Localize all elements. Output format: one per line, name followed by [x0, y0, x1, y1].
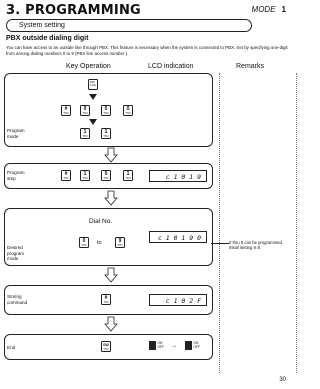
step-label: Program step: [7, 170, 25, 181]
remark-text: 0 thru 9 can be programmed. Initial setting is 9.: [229, 240, 284, 250]
key-0: 0 THU: [101, 170, 111, 181]
step-label: Program mode: [7, 128, 25, 139]
step-program-step: [4, 163, 213, 189]
key-hash: # THU: [61, 105, 71, 116]
flow-arrow-icon: [104, 190, 118, 206]
flow-arrow-icon: [104, 147, 118, 163]
step-desired-program-mode: [4, 208, 213, 266]
key-1: 1 THU: [101, 128, 111, 139]
key-9: 9 THU: [115, 237, 125, 248]
sw-key: SW THU: [88, 79, 98, 90]
key-0: 0 THU: [101, 105, 111, 116]
key-0: 0 THU: [123, 105, 133, 116]
column-lcd-indication: LCD indication: [148, 63, 194, 70]
lcd-display: c 1 0 1 9 0: [149, 231, 207, 243]
toggle-switch-on-off: ON OFF: [185, 341, 200, 350]
flow-arrow-icon: [104, 267, 118, 283]
lcd-display: c 1 0 2 F: [149, 294, 207, 306]
step-end: [4, 334, 213, 360]
step-label: Storing command: [7, 294, 28, 305]
mode-indicator: [252, 5, 286, 14]
step-label: End: [7, 345, 16, 350]
flow-arrow-icon: [104, 316, 118, 332]
right-arrow-icon: →: [171, 343, 177, 349]
step-program-mode: [4, 73, 213, 147]
key-hash: # THU: [101, 294, 111, 305]
switch-icon: [185, 341, 192, 350]
section-banner: System setting: [6, 19, 252, 32]
column-divider: [219, 73, 220, 373]
mode-label: MODE: [251, 5, 276, 14]
key-hash: # THU: [61, 170, 71, 181]
page-title: 3. PROGRAMMING: [6, 3, 141, 18]
key-1: 1 THU: [80, 128, 90, 139]
key-1: 1 THU: [123, 170, 133, 181]
sw-key: SW THU: [101, 341, 111, 352]
key-1: 1 THU: [80, 170, 90, 181]
page-edge-divider: [296, 73, 297, 373]
key-0: 0 THU: [79, 237, 89, 248]
down-arrow-icon: [89, 119, 97, 125]
down-arrow-icon: [89, 94, 97, 100]
switch-icon: [149, 341, 156, 350]
description-text: You can have access to an outside line through PBX. This feature is necessary when the system is connected to PBX. Set by specifying one-digit from among dialing numbers 0 to 9 (PBX line access number ).: [6, 45, 288, 56]
column-remarks: Remarks: [236, 63, 265, 70]
remark-leader-line: [211, 243, 229, 244]
range-word: to: [97, 240, 102, 246]
page-number: 30: [279, 377, 286, 383]
step-label: Desired program mode: [7, 245, 25, 261]
section-subtitle: PBX outside dialing digit: [6, 35, 89, 42]
mode-value: 1: [281, 5, 286, 14]
key-0: 0 THU: [80, 105, 90, 116]
toggle-switch-on-off: ON OFF: [149, 341, 164, 350]
step-storing-command: [4, 285, 213, 315]
lcd-display: c 1 0 1 9: [149, 170, 207, 182]
column-key-operation: Key Operation: [66, 63, 111, 70]
dial-no-label: Dial No.: [89, 218, 113, 225]
